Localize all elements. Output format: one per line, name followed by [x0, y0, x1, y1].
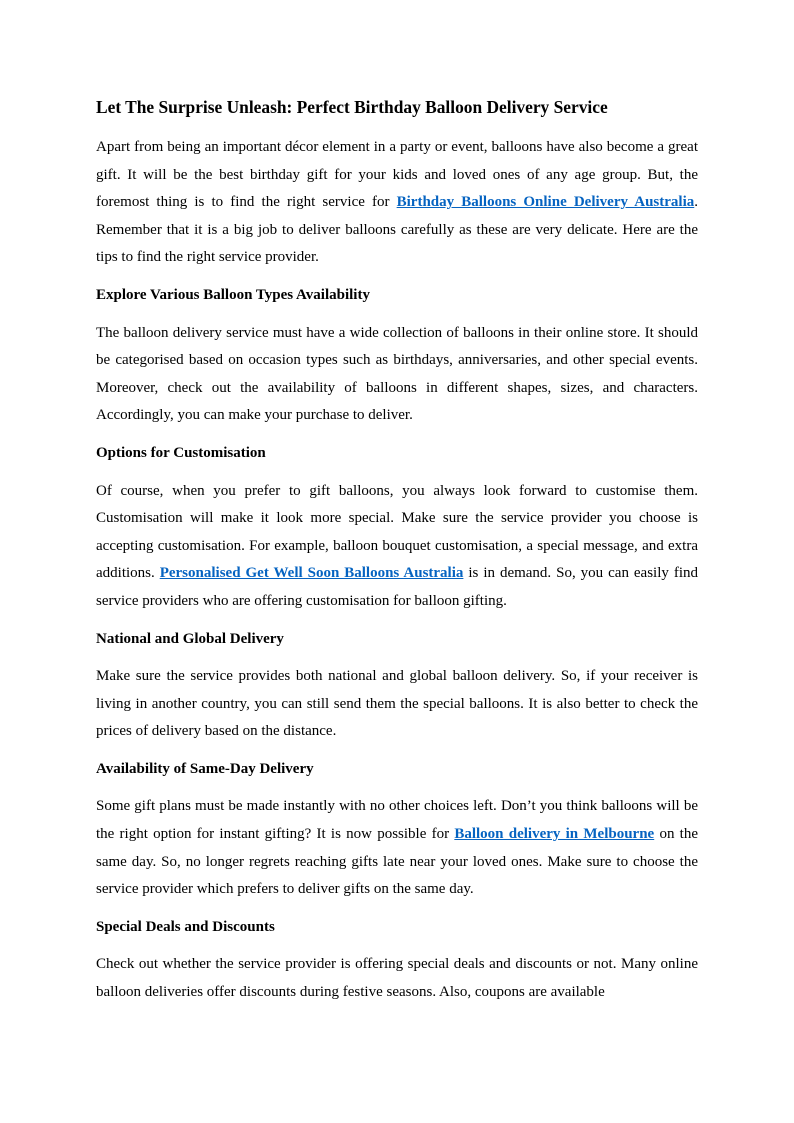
intro-text-2: . Remember that it is a big job to deliver balloons carefully as these are very delicate. Here are the tips to find the right service provider. — [96, 194, 699, 266]
section-text-same-day — [96, 793, 698, 903]
document-title: Let The Surprise Unleash: Perfect Birthday Balloon Delivery Service — [96, 97, 608, 117]
get-well-soon-balloons-link[interactable]: Personalised Get Well Soon Balloons Australia — [159, 565, 464, 582]
melbourne-delivery-link[interactable]: Balloon delivery in Melbourne — [454, 826, 655, 843]
section-heading-balloon-types: Explore Various Balloon Types Availability — [96, 286, 370, 303]
intro-paragraph — [96, 134, 698, 272]
section-text-customisation — [96, 478, 698, 616]
document-page — [96, 94, 698, 1017]
section-text-national-global: Make sure the service provides both national and global balloon delivery. So, if your receiver is living in another country, you can still send them the special balloons. It is also better to check the prices of delivery based on the distance. — [96, 668, 698, 740]
same-day-text-1: Some gift plans must be made instantly with no other choices left. Don’t you think balloons will be the right option for instant gifting? It is now possible for — [96, 798, 698, 843]
same-day-text-2: on the same day. So, no longer regrets reaching gifts late near your loved ones. Make sure to choose the service provider which prefers to deliver gifts on the same day. — [96, 826, 699, 898]
customisation-text-1: Of course, when you prefer to gift balloons, you always look forward to customise them. Customisation will make it look more special. Make sure the service provider you choose is accepting customisation. For example, balloon bouquet customisation, a special message, and extra additions. — [96, 482, 698, 582]
customisation-text-2: is in demand. So, you can easily find service providers who are offering customisation for balloon gifting. — [96, 565, 699, 609]
intro-text-1: Apart from being an important décor element in a party or event, balloons have also become a great gift. It will be the best birthday gift for your kids and loved ones of any age group. But, the foremost thing is to find the right service for — [96, 139, 698, 211]
section-text-deals: Check out whether the service provider is offering special deals and discounts or not. Many online balloon deliveries offer discounts during festive seasons. Also, coupons are available — [96, 956, 698, 1001]
section-text-balloon-types: The balloon delivery service must have a wide collection of balloons in their online store. It should be categorised based on occasion types such as birthdays, anniversaries, and other special events. Moreover, check out the availability of balloons in different shapes, sizes, and characters. Accordingly, you can make your purchase to deliver. — [96, 324, 698, 424]
section-heading-customisation: Options for Customisation — [96, 444, 266, 461]
section-heading-same-day: Availability of Same-Day Delivery — [96, 760, 314, 777]
birthday-balloons-link[interactable]: Birthday Balloons Online Delivery Australia — [396, 194, 695, 211]
section-heading-national-global: National and Global Delivery — [96, 630, 284, 647]
section-heading-deals: Special Deals and Discounts — [96, 918, 275, 935]
